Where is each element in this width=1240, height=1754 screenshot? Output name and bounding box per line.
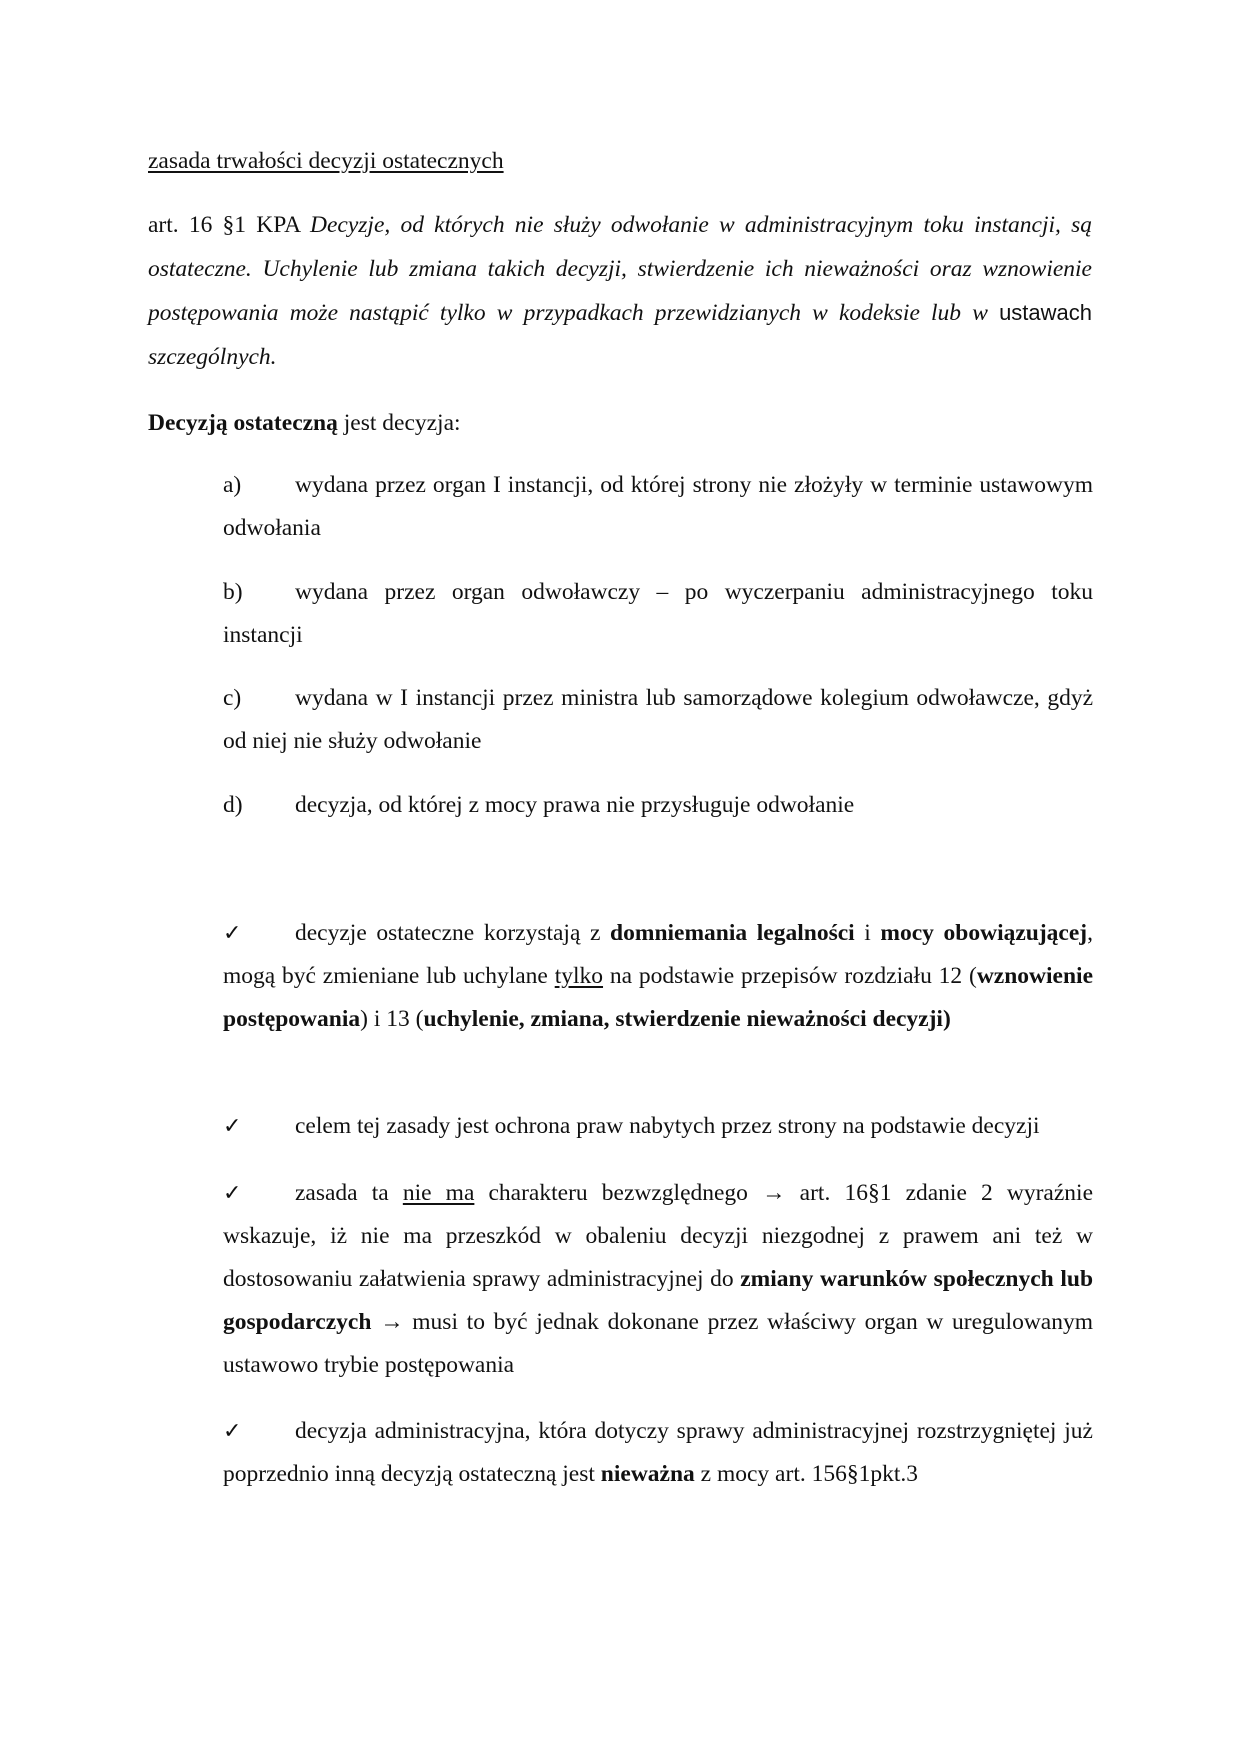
article-quote — [148, 203, 1092, 379]
article-w: w — [972, 300, 988, 326]
bullet-bold: mocy obowiązującej — [880, 920, 1088, 946]
list-text: wydana przez organ I instancji, od której strony nie złożyły w terminie ustawowym odwołania — [223, 472, 1093, 541]
bullet-bold: nieważna — [600, 1461, 695, 1487]
bullet-text: i — [864, 920, 871, 946]
bullet-text: zasada ta — [295, 1180, 389, 1206]
article-ref: art. 16 §1 KPA — [148, 212, 300, 238]
list-text: wydana w I instancji przez ministra lub samorządowe kolegium odwoławcze, gdyż od niej nie służy odwołanie — [223, 685, 1093, 754]
list-text: decyzja, od której z mocy prawa nie przysługuje odwołanie — [295, 792, 855, 818]
bullet-bold: domniemania legalności — [610, 920, 855, 946]
list-item — [223, 784, 1093, 827]
bullet-text: celem tej zasady jest ochrona praw nabytych przez strony na podstawie decyzji — [295, 1113, 1040, 1139]
definition-bold: Decyzją ostateczną — [148, 410, 338, 436]
check-bullet — [223, 1105, 1093, 1148]
bullet-underlined: tylko — [554, 963, 604, 989]
checkmark-icon: ✓ — [223, 1114, 242, 1139]
list-marker: c) — [223, 685, 242, 711]
list-item — [223, 677, 1093, 763]
checkmark-icon: ✓ — [223, 1419, 242, 1444]
bullet-text: → musi to być jednak dokonane przez właściwy organ w uregulowanym ustawowo trybie postępowania — [223, 1309, 1093, 1378]
list-marker: d) — [223, 792, 243, 818]
check-bullet — [223, 912, 1093, 1041]
bullet-text: charakteru bezwzględnego → art. 16§1 zdanie 2 wyraźnie wskazuje, iż nie ma przeszkód w obaleniu decyzji niezgodnej z prawem ani też w dostosowaniu załatwienia sprawy administracyjnej do — [223, 1180, 1094, 1292]
check-bullet — [223, 1410, 1093, 1496]
bullet-bold: zmiany warunków społecznych lub gospodarczych — [223, 1266, 1094, 1335]
article-text: Decyzje, od których nie służy odwołanie w administracyjnym toku instancji, są ostateczne. Uchylenie lub zmiana takich decyzji, stwierdzenie ich nieważności oraz wznowienie postępowania może nastąpić tylko w przypadkach przewidzianych w kodeksie lub — [148, 212, 1093, 326]
bullet-text: decyzja administracyjna, która dotyczy sprawy administracyjnej rozstrzygniętej już poprzednio inną decyzją ostateczną jest — [223, 1418, 1093, 1487]
bullet-text: z mocy art. 156§1pkt.3 — [700, 1461, 919, 1487]
heading-text: zasada trwałości decyzji ostatecznych — [148, 148, 504, 174]
bullet-bold: wznowienie postępowania — [223, 963, 1094, 1032]
list-item — [223, 464, 1093, 550]
bullet-text: ) i 13 ( — [360, 1006, 424, 1032]
bullet-underlined: nie ma — [402, 1180, 475, 1206]
bullet-bold: uchylenie, zmiana, stwierdzenie nieważności decyzji — [423, 1006, 943, 1032]
bullet-text: ) — [942, 1006, 951, 1032]
checkmark-icon: ✓ — [223, 1181, 242, 1206]
bullet-text: decyzje ostateczne korzystają z — [295, 920, 601, 946]
definition-rest: jest decyzja: — [343, 410, 461, 436]
list-marker: a) — [223, 472, 242, 498]
checkmark-icon: ✓ — [223, 921, 242, 946]
section-heading — [148, 140, 1092, 183]
check-bullet — [223, 1172, 1093, 1387]
list-text: wydana przez organ odwoławczy – po wyczerpaniu administracyjnego toku instancji — [223, 579, 1093, 648]
article-szczegolnych: szczególnych. — [148, 344, 277, 370]
article-ustawach: ustawach — [999, 300, 1093, 325]
list-marker: b) — [223, 579, 243, 605]
list-item — [223, 571, 1093, 657]
bullet-text: , mogą być zmieniane lub uchylane — [223, 920, 1093, 989]
bullet-text: na podstawie przepisów rozdziału 12 ( — [609, 963, 977, 989]
definition-heading — [148, 402, 1092, 445]
